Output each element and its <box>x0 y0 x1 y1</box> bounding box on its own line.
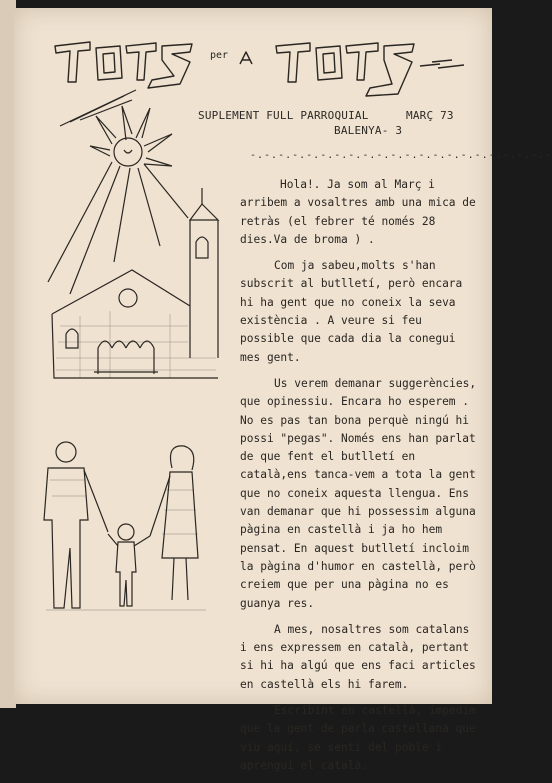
svg-text:per: per <box>210 50 229 61</box>
supplement-label: SUPLEMENT FULL PARROQUIAL <box>198 109 369 122</box>
article-paragraph: Com ja sabeu,molts s'han subscrit al butlletí, però encara hi ha gent que no coneix la seva existència . A veure si feu possible que cada dia la conegui mes gent. <box>240 259 463 364</box>
issue-date: MARÇ 73 <box>406 109 454 122</box>
article-paragraph: A mes, nosaltres som catalans i ens expressem en català, pertant si hi ha algú que ens faci articles en castellà els hi farem. <box>240 622 476 691</box>
article-paragraph: Escribint en castellà, impedim que la gent de parla castellana que viu aquí, se senti del poble i aprengui el català. <box>240 704 477 772</box>
article-paragraph: Hola!. Ja som al Març i arribem a vosaltres amb una mica de retràs (el febrer té només 28 dies.Va de broma ) . <box>240 178 476 246</box>
article-body <box>240 176 480 783</box>
section-divider: -.-.-.-.-.-.-.-.-.-.-.-.-.-.-.-.-.-.-.-.-.- <box>250 150 552 161</box>
article-paragraph: Us verem demanar suggerències, que opinessiu. Encara ho esperem . No es pas tan bona perquè ningú hi possi "pegas". Només ens han parlat de que fent el butlletí en català,ens tanca-vem a tota la gent que no coneix aquesta llengua. Ens van demanar que hi possessim alguna pàgina en castellà i ja ho hem pensat. En aquest butlletí incloim la pàgina d'humor en castellà, però creiem que per una pàgina no es guanya res. <box>240 376 477 610</box>
church-illustration <box>40 86 235 381</box>
issue-place: BALENYA- 3 <box>334 124 403 137</box>
family-illustration <box>36 440 216 615</box>
